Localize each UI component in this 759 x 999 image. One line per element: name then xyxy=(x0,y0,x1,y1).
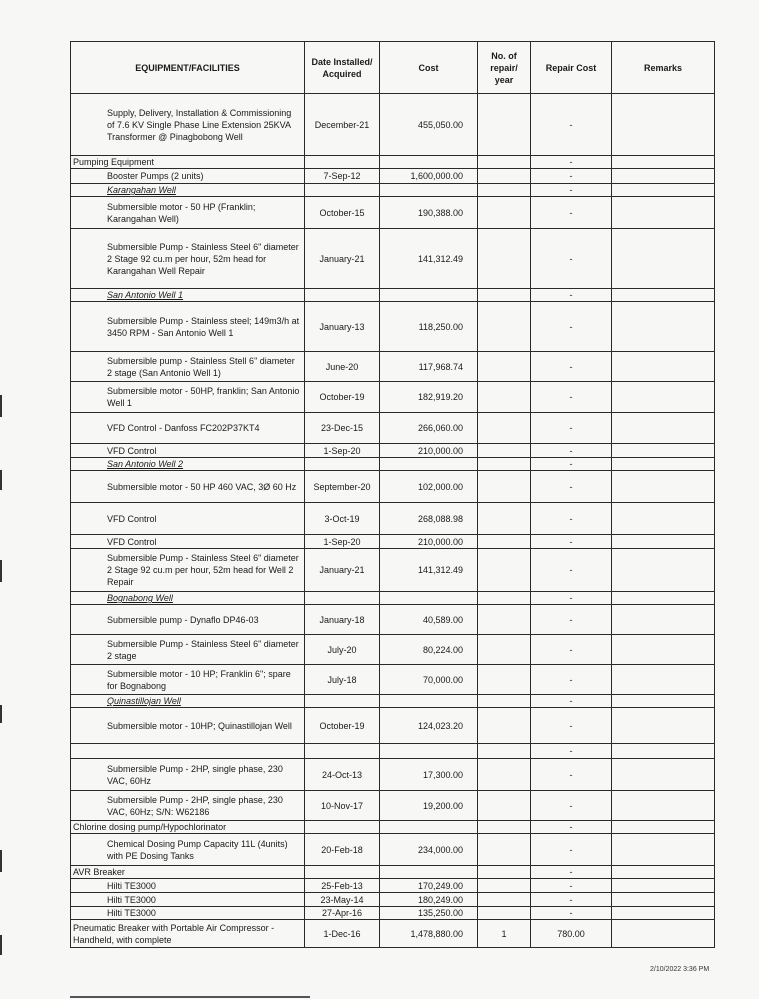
cell-repair-cost: - xyxy=(531,592,612,605)
table-row xyxy=(71,503,715,535)
cell-date: September-20 xyxy=(305,471,380,503)
cell-equipment: Submersible motor - 50 HP (Franklin; Karangahan Well) xyxy=(71,197,305,229)
cell-repair-cost: - xyxy=(531,907,612,920)
table-row xyxy=(71,665,715,695)
table-row xyxy=(71,444,715,458)
cell-equipment: Submersible motor - 50HP, franklin; San Antonio Well 1 xyxy=(71,382,305,413)
cell-equipment: VFD Control xyxy=(71,444,305,458)
cell-equipment: Submersible Pump - 2HP, single phase, 230 VAC, 60Hz xyxy=(71,759,305,791)
cell-repairs xyxy=(478,184,531,197)
table-row xyxy=(71,893,715,907)
table-row xyxy=(71,302,715,352)
cell-repairs xyxy=(478,156,531,169)
cell-cost: 268,088.98 xyxy=(380,503,478,535)
table-row xyxy=(71,866,715,879)
cell-cost: 17,300.00 xyxy=(380,759,478,791)
cell-repairs xyxy=(478,458,531,471)
cell-equipment: Submersible pump - Dynaflo DP46-03 xyxy=(71,605,305,635)
cell-cost xyxy=(380,866,478,879)
cell-remarks xyxy=(612,503,715,535)
table-row xyxy=(71,94,715,156)
cell-date xyxy=(305,156,380,169)
cell-repairs xyxy=(478,592,531,605)
cell-date: January-13 xyxy=(305,302,380,352)
cell-date xyxy=(305,866,380,879)
cell-repairs xyxy=(478,382,531,413)
cell-repairs xyxy=(478,834,531,866)
edge-mark xyxy=(0,560,2,582)
cell-date: 20-Feb-18 xyxy=(305,834,380,866)
table-row xyxy=(71,471,715,503)
cell-repair-cost: - xyxy=(531,549,612,592)
cell-equipment: Submersible Pump - 2HP, single phase, 230 VAC, 60Hz; S/N: W62186 xyxy=(71,791,305,821)
cell-repair-cost: - xyxy=(531,605,612,635)
cell-repairs xyxy=(478,791,531,821)
table-row xyxy=(71,592,715,605)
cell-cost: 117,968.74 xyxy=(380,352,478,382)
cell-remarks xyxy=(612,821,715,834)
cell-repair-cost: - xyxy=(531,503,612,535)
table-row xyxy=(71,535,715,549)
cell-repairs xyxy=(478,352,531,382)
cell-repair-cost: - xyxy=(531,289,612,302)
cell-remarks xyxy=(612,302,715,352)
cell-repairs xyxy=(478,665,531,695)
table-row xyxy=(71,821,715,834)
cell-remarks xyxy=(612,834,715,866)
cell-repair-cost: - xyxy=(531,413,612,444)
cell-date: 25-Feb-13 xyxy=(305,879,380,893)
cell-date: October-19 xyxy=(305,708,380,744)
cell-equipment: Submersible Pump - Stainless Steel 6" diameter 2 stage xyxy=(71,635,305,665)
cell-date xyxy=(305,289,380,302)
cell-remarks xyxy=(612,635,715,665)
table-row xyxy=(71,289,715,302)
cell-repairs xyxy=(478,605,531,635)
cell-repairs xyxy=(478,759,531,791)
cell-date: January-21 xyxy=(305,229,380,289)
cell-cost xyxy=(380,156,478,169)
cell-cost: 210,000.00 xyxy=(380,444,478,458)
cell-repair-cost: - xyxy=(531,879,612,893)
cell-remarks xyxy=(612,893,715,907)
cell-date xyxy=(305,184,380,197)
cell-cost: 141,312.49 xyxy=(380,549,478,592)
cell-cost xyxy=(380,695,478,708)
cell-date: October-15 xyxy=(305,197,380,229)
cell-cost: 70,000.00 xyxy=(380,665,478,695)
cell-repair-cost: - xyxy=(531,156,612,169)
cell-date: January-18 xyxy=(305,605,380,635)
table-row xyxy=(71,744,715,759)
edge-mark xyxy=(0,395,2,417)
cell-repairs xyxy=(478,535,531,549)
cell-repair-cost: - xyxy=(531,197,612,229)
cell-repairs xyxy=(478,695,531,708)
cell-cost xyxy=(380,821,478,834)
cell-remarks xyxy=(612,879,715,893)
cell-equipment: Karangahan Well xyxy=(71,184,305,197)
cell-repair-cost: - xyxy=(531,471,612,503)
cell-remarks xyxy=(612,382,715,413)
equipment-table xyxy=(70,41,715,948)
cell-equipment: Chemical Dosing Pump Capacity 11L (4units) with PE Dosing Tanks xyxy=(71,834,305,866)
cell-repair-cost: - xyxy=(531,821,612,834)
cell-equipment: Submersible motor - 50 HP 460 VAC, 3Ø 60 Hz xyxy=(71,471,305,503)
cell-date: 24-Oct-13 xyxy=(305,759,380,791)
cell-equipment: AVR Breaker xyxy=(71,866,305,879)
cell-equipment: Submersible Pump - Stainless Steel 6" diameter 2 Stage 92 cu.m per hour, 52m head for Well 2 Repair xyxy=(71,549,305,592)
cell-date: December-21 xyxy=(305,94,380,156)
cell-cost: 1,600,000.00 xyxy=(380,169,478,184)
cell-equipment: VFD Control - Danfoss FC202P37KT4 xyxy=(71,413,305,444)
cell-date: July-20 xyxy=(305,635,380,665)
table-row xyxy=(71,605,715,635)
table-row xyxy=(71,169,715,184)
table-row xyxy=(71,413,715,444)
edge-mark xyxy=(0,850,2,872)
cell-repairs xyxy=(478,866,531,879)
cell-equipment: Submersible pump - Stainless Stell 6" diameter 2 stage (San Antonio Well 1) xyxy=(71,352,305,382)
cell-equipment: Hilti TE3000 xyxy=(71,879,305,893)
cell-equipment: Supply, Delivery, Installation & Commissioning of 7.6 KV Single Phase Line Extension 25KVA Transformer @ Pinagbobong Well xyxy=(71,94,305,156)
cell-cost: 19,200.00 xyxy=(380,791,478,821)
cell-equipment: VFD Control xyxy=(71,503,305,535)
cell-cost: 80,224.00 xyxy=(380,635,478,665)
cell-repair-cost: - xyxy=(531,184,612,197)
cell-repair-cost: - xyxy=(531,834,612,866)
cell-cost: 124,023.20 xyxy=(380,708,478,744)
cell-equipment: Chlorine dosing pump/Hypochlorinator xyxy=(71,821,305,834)
cell-repairs xyxy=(478,907,531,920)
cell-repair-cost: - xyxy=(531,535,612,549)
table-row xyxy=(71,759,715,791)
cell-date xyxy=(305,744,380,759)
cell-date: January-21 xyxy=(305,549,380,592)
cell-remarks xyxy=(612,471,715,503)
table-row xyxy=(71,458,715,471)
cell-remarks xyxy=(612,184,715,197)
cell-cost: 170,249.00 xyxy=(380,879,478,893)
cell-cost: 135,250.00 xyxy=(380,907,478,920)
cell-repair-cost: 780.00 xyxy=(531,920,612,948)
edge-mark xyxy=(0,935,2,955)
cell-repair-cost: - xyxy=(531,893,612,907)
table-row xyxy=(71,156,715,169)
equipment-table-container xyxy=(70,41,714,948)
cell-repair-cost: - xyxy=(531,382,612,413)
header-remarks: Remarks xyxy=(612,42,715,94)
cell-remarks xyxy=(612,444,715,458)
table-row xyxy=(71,352,715,382)
cell-cost: 40,589.00 xyxy=(380,605,478,635)
cell-remarks xyxy=(612,352,715,382)
cell-date: 10-Nov-17 xyxy=(305,791,380,821)
table-row xyxy=(71,184,715,197)
cell-cost: 141,312.49 xyxy=(380,229,478,289)
cell-equipment: Submersible Pump - Stainless steel; 149m3/h at 3450 RPM - San Antonio Well 1 xyxy=(71,302,305,352)
cell-equipment: Submersible motor - 10HP; Quinastillojan Well xyxy=(71,708,305,744)
table-body xyxy=(71,94,715,948)
cell-repairs xyxy=(478,444,531,458)
cell-remarks xyxy=(612,695,715,708)
cell-repair-cost: - xyxy=(531,695,612,708)
cell-repair-cost: - xyxy=(531,759,612,791)
table-row xyxy=(71,635,715,665)
bottom-scan-rule xyxy=(70,996,310,998)
table-row xyxy=(71,879,715,893)
cell-equipment: Hilti TE3000 xyxy=(71,907,305,920)
cell-cost: 180,249.00 xyxy=(380,893,478,907)
cell-repair-cost: - xyxy=(531,169,612,184)
cell-remarks xyxy=(612,708,715,744)
cell-cost: 266,060.00 xyxy=(380,413,478,444)
cell-remarks xyxy=(612,458,715,471)
cell-remarks xyxy=(612,920,715,948)
cell-repair-cost: - xyxy=(531,94,612,156)
cell-equipment: Hilti TE3000 xyxy=(71,893,305,907)
header-repairs: No. of repair/ year xyxy=(478,42,531,94)
cell-equipment: Submersible Pump - Stainless Steel 6" diameter 2 Stage 92 cu.m per hour, 52m head for Karangahan Well Repair xyxy=(71,229,305,289)
table-row xyxy=(71,907,715,920)
cell-repairs xyxy=(478,821,531,834)
cell-remarks xyxy=(612,605,715,635)
cell-date: June-20 xyxy=(305,352,380,382)
cell-date: July-18 xyxy=(305,665,380,695)
cell-cost xyxy=(380,592,478,605)
cell-remarks xyxy=(612,759,715,791)
cell-repair-cost: - xyxy=(531,866,612,879)
cell-cost xyxy=(380,289,478,302)
cell-remarks xyxy=(612,592,715,605)
cell-date: 27-Apr-16 xyxy=(305,907,380,920)
cell-repairs xyxy=(478,744,531,759)
cell-date xyxy=(305,821,380,834)
cell-repair-cost: - xyxy=(531,229,612,289)
edge-mark xyxy=(0,705,2,723)
cell-cost xyxy=(380,458,478,471)
cell-date: 23-May-14 xyxy=(305,893,380,907)
table-row xyxy=(71,382,715,413)
header-row xyxy=(71,42,715,94)
cell-cost: 182,919.20 xyxy=(380,382,478,413)
cell-repairs xyxy=(478,94,531,156)
cell-date: 1-Dec-16 xyxy=(305,920,380,948)
cell-cost xyxy=(380,184,478,197)
cell-remarks xyxy=(612,156,715,169)
cell-equipment: Submersible motor - 10 HP; Franklin 6"; spare for Bognabong xyxy=(71,665,305,695)
cell-repairs xyxy=(478,289,531,302)
cell-cost: 118,250.00 xyxy=(380,302,478,352)
cell-repairs xyxy=(478,229,531,289)
cell-remarks xyxy=(612,94,715,156)
cell-equipment: San Antonio Well 1 xyxy=(71,289,305,302)
cell-equipment: San Antonio Well 2 xyxy=(71,458,305,471)
cell-cost: 234,000.00 xyxy=(380,834,478,866)
cell-remarks xyxy=(612,289,715,302)
cell-date: 1-Sep-20 xyxy=(305,535,380,549)
edge-mark xyxy=(0,470,2,490)
header-repair-cost: Repair Cost xyxy=(531,42,612,94)
cell-repairs xyxy=(478,879,531,893)
cell-repairs xyxy=(478,169,531,184)
table-row xyxy=(71,695,715,708)
cell-cost: 190,388.00 xyxy=(380,197,478,229)
cell-remarks xyxy=(612,665,715,695)
print-timestamp: 2/10/2022 3:36 PM xyxy=(650,966,710,973)
cell-remarks xyxy=(612,791,715,821)
cell-remarks xyxy=(612,907,715,920)
cell-remarks xyxy=(612,229,715,289)
cell-date xyxy=(305,695,380,708)
cell-equipment: Quinastillojan Well xyxy=(71,695,305,708)
cell-cost: 1,478,880.00 xyxy=(380,920,478,948)
table-row xyxy=(71,229,715,289)
cell-repair-cost: - xyxy=(531,665,612,695)
cell-repairs xyxy=(478,635,531,665)
cell-repairs xyxy=(478,413,531,444)
cell-remarks xyxy=(612,744,715,759)
cell-repair-cost: - xyxy=(531,302,612,352)
cell-cost: 102,000.00 xyxy=(380,471,478,503)
table-row xyxy=(71,791,715,821)
cell-equipment: Pneumatic Breaker with Portable Air Compressor - Handheld, with complete xyxy=(71,920,305,948)
cell-equipment: Bognabong Well xyxy=(71,592,305,605)
header-equipment: EQUIPMENT/FACILITIES xyxy=(71,42,305,94)
cell-remarks xyxy=(612,866,715,879)
cell-date: 23-Dec-15 xyxy=(305,413,380,444)
table-row xyxy=(71,197,715,229)
table-row xyxy=(71,920,715,948)
cell-repair-cost: - xyxy=(531,352,612,382)
cell-repair-cost: - xyxy=(531,444,612,458)
cell-repair-cost: - xyxy=(531,708,612,744)
cell-repairs xyxy=(478,471,531,503)
cell-date xyxy=(305,458,380,471)
cell-remarks xyxy=(612,535,715,549)
cell-repairs xyxy=(478,197,531,229)
cell-repair-cost: - xyxy=(531,635,612,665)
cell-date: October-19 xyxy=(305,382,380,413)
cell-repairs xyxy=(478,302,531,352)
cell-remarks xyxy=(612,169,715,184)
cell-equipment xyxy=(71,744,305,759)
header-cost: Cost xyxy=(380,42,478,94)
cell-date: 3-Oct-19 xyxy=(305,503,380,535)
cell-repair-cost: - xyxy=(531,744,612,759)
table-row xyxy=(71,549,715,592)
cell-date: 7-Sep-12 xyxy=(305,169,380,184)
cell-remarks xyxy=(612,197,715,229)
cell-date xyxy=(305,592,380,605)
table-row xyxy=(71,834,715,866)
cell-remarks xyxy=(612,549,715,592)
cell-repairs xyxy=(478,893,531,907)
cell-repairs: 1 xyxy=(478,920,531,948)
cell-repair-cost: - xyxy=(531,458,612,471)
table-row xyxy=(71,708,715,744)
cell-repairs xyxy=(478,503,531,535)
header-date: Date Installed/ Acquired xyxy=(305,42,380,94)
cell-cost: 210,000.00 xyxy=(380,535,478,549)
cell-repair-cost: - xyxy=(531,791,612,821)
cell-equipment: Booster Pumps (2 units) xyxy=(71,169,305,184)
cell-date: 1-Sep-20 xyxy=(305,444,380,458)
cell-equipment: Pumping Equipment xyxy=(71,156,305,169)
cell-cost: 455,050.00 xyxy=(380,94,478,156)
cell-repairs xyxy=(478,708,531,744)
cell-repairs xyxy=(478,549,531,592)
cell-cost xyxy=(380,744,478,759)
cell-remarks xyxy=(612,413,715,444)
cell-equipment: VFD Control xyxy=(71,535,305,549)
